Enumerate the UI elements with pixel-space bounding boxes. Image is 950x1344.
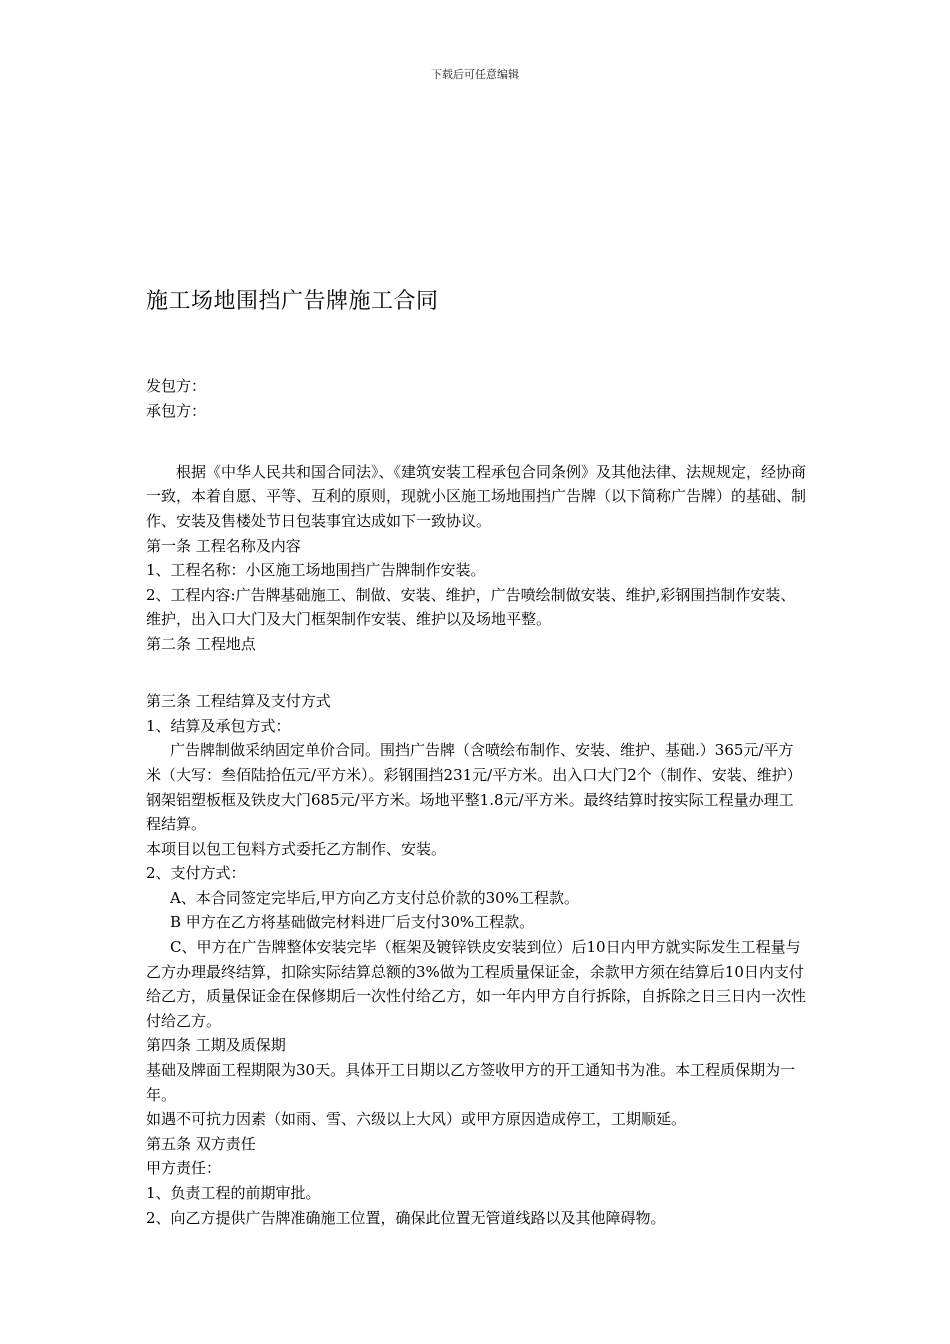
article5-heading: 第五条 双方责任: [146, 1134, 256, 1153]
document-title: 施工场地围挡广告牌施工合同: [146, 289, 439, 314]
article5-party-a-heading: 甲方责任：: [146, 1159, 222, 1178]
article1-item1: 1、工程名称：小区施工场地围挡广告牌制作安装。: [146, 561, 486, 580]
party-a-line: 发包方：: [146, 377, 207, 395]
article3-pay-a: A、本合同签定完毕后,甲方向乙方支付总价款的30%工程款。: [170, 888, 579, 907]
article5-item2: 2、向乙方提供广告牌准确施工位置，确保此位置无管道线路以及其他障碍物。: [146, 1208, 666, 1227]
article1-item2: 2、工程内容:广告牌基础施工、制做、安装、维护，广告喷绘制做安装、维护,彩钢围挡制作安装、维护，出入口大门及大门框架制作安装、维护以及场地平整。: [146, 585, 796, 629]
document-body: [146, 374, 806, 1230]
article3-pay-b: B 甲方在乙方将基础做完材料进厂后支付30%工程款。: [170, 913, 535, 932]
intro-paragraph: 根据《中华人民共和国合同法》、《建筑安装工程承包合同条例》及其他法律、法规规定，经协商一致，本着自愿、平等、互利的原则，现就小区施工场地围挡广告牌（以下简称广告牌）的基础、制作、安装及售楼处节日包装事宜达成如下一致协议。: [146, 462, 807, 530]
article3-pay-c: C、甲方在广告牌整体安装完毕（框架及镀锌铁皮安装到位）后10日内甲方就实际发生工程量与乙方办理最终结算，扣除实际结算总额的3%做为工程质量保证金，余款甲方须在结算后10日内支付给乙方，质量保证金在保修期后一次性付给乙方，如一年内甲方自行拆除，自拆除之日三日内一次性付给乙方。: [146, 938, 807, 1030]
header-note: 下载后可任意编辑: [431, 68, 519, 81]
article4-heading: 第四条 工期及质保期: [146, 1036, 286, 1055]
article3-sub1: 1、结算及承包方式：: [146, 716, 291, 735]
article3-pricing: 广告牌制做采纳固定单价合同。围挡广告牌（含喷绘布制作、安装、维护、基础.）365元/平方米（大写：叁佰陆拾伍元/平方米）。彩钢围挡231元/平方米。出入口大门2个（制作、安装、维护）钢架铝塑板框及铁皮大门685元/平方米。场地平整1.8元/平方米。最终结算时按实际工程量办理工程结算。: [146, 741, 802, 834]
article4-text2: 如遇不可抗力因素（如雨、雪、六级以上大风）或甲方原因造成停工，工期顺延。: [146, 1110, 687, 1129]
article2-heading: 第二条 工程地点: [146, 634, 256, 653]
article3-sub2: 2、支付方式：: [146, 864, 246, 883]
article1-heading: 第一条 工程名称及内容: [146, 536, 301, 555]
article3-heading: 第三条 工程结算及支付方式: [146, 692, 331, 711]
article4-text1: 基础及牌面工程期限为30天。具体开工日期以乙方签收甲方的开工通知书为准。本工程质保期为一年。: [146, 1061, 796, 1104]
party-b-line: 承包方：: [146, 401, 207, 420]
article5-item1: 1、负责工程的前期审批。: [146, 1184, 321, 1202]
article3-scope: 本项目以包工包料方式委托乙方制作、安装。: [146, 839, 447, 858]
